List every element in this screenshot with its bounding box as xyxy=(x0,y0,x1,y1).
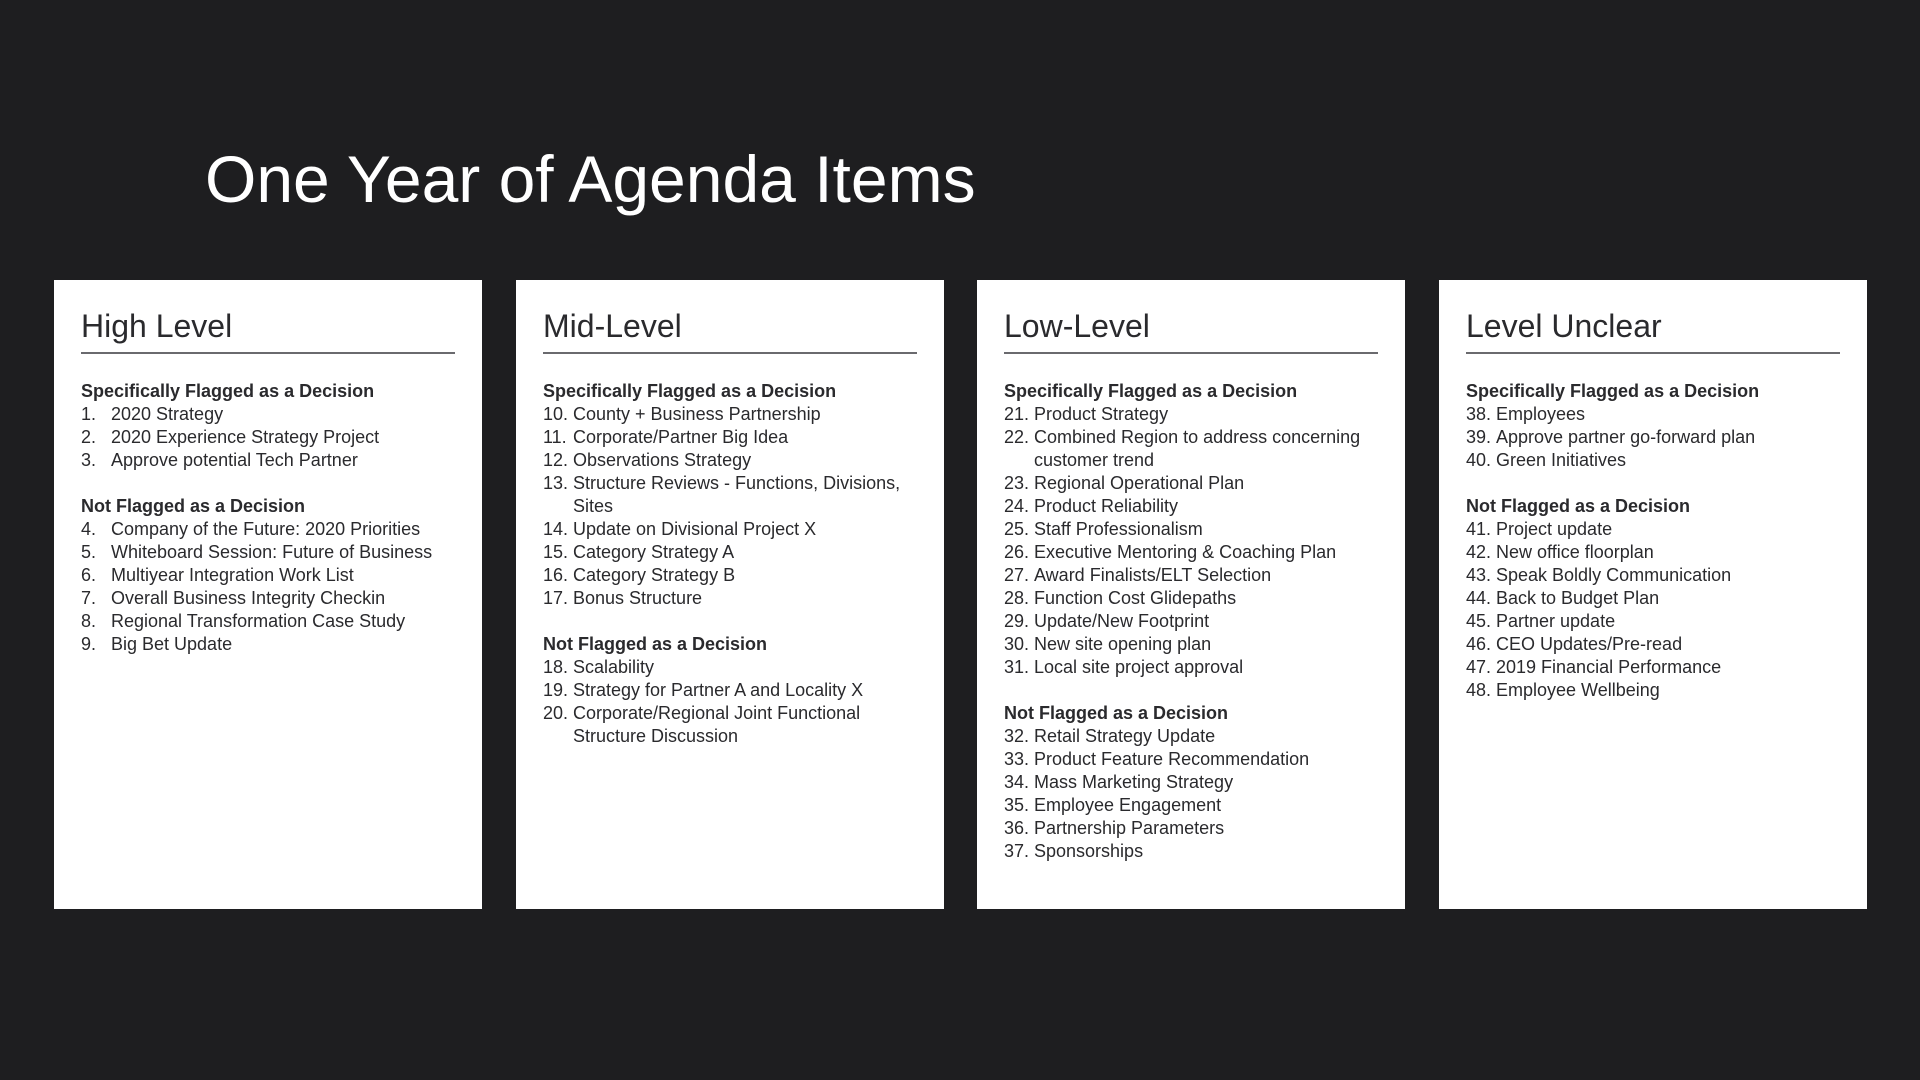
agenda-item xyxy=(1004,403,1378,426)
agenda-item xyxy=(81,449,455,472)
agenda-item-number: 21. xyxy=(1004,404,1030,424)
agenda-item-text: Corporate/Partner Big Idea xyxy=(573,427,789,447)
agenda-item xyxy=(1466,679,1840,702)
agenda-item-number: 2. xyxy=(81,427,97,447)
agenda-item-text: Big Bet Update xyxy=(111,634,233,654)
agenda-group xyxy=(543,380,917,610)
agenda-item xyxy=(81,518,455,541)
agenda-item-number: 22. xyxy=(1004,427,1030,447)
agenda-item-number: 20. xyxy=(543,703,569,723)
agenda-item-text: Award Finalists/ELT Selection xyxy=(1034,565,1272,585)
agenda-item-number: 5. xyxy=(81,542,97,562)
agenda-group xyxy=(1466,380,1840,472)
agenda-item xyxy=(1466,426,1840,449)
agenda-item-number: 41. xyxy=(1466,519,1492,539)
agenda-item-number: 28. xyxy=(1004,588,1030,608)
agenda-item xyxy=(1466,564,1840,587)
agenda-item-number: 1. xyxy=(81,404,97,424)
agenda-item xyxy=(81,610,455,633)
agenda-item xyxy=(1004,748,1378,771)
agenda-item-text: Retail Strategy Update xyxy=(1034,726,1216,746)
agenda-item-text: Scalability xyxy=(573,657,655,677)
agenda-item-number: 38. xyxy=(1466,404,1492,424)
agenda-item-number: 33. xyxy=(1004,749,1030,769)
agenda-item xyxy=(1466,518,1840,541)
agenda-item xyxy=(81,403,455,426)
agenda-item-text: Executive Mentoring & Coaching Plan xyxy=(1034,542,1337,562)
agenda-item xyxy=(81,426,455,449)
agenda-item xyxy=(543,541,917,564)
agenda-item-number: 13. xyxy=(543,473,569,493)
agenda-item-number: 37. xyxy=(1004,841,1030,861)
agenda-item-number: 3. xyxy=(81,450,97,470)
agenda-item xyxy=(1004,817,1378,840)
group-title: Specifically Flagged as a Decision xyxy=(1004,381,1298,401)
agenda-item-text: Combined Region to address concerning customer trend xyxy=(1034,427,1361,470)
group-title: Not Flagged as a Decision xyxy=(1004,703,1229,723)
agenda-item-text: Employee Wellbeing xyxy=(1496,680,1660,700)
agenda-item xyxy=(543,472,917,518)
agenda-group xyxy=(81,495,455,656)
agenda-item-number: 16. xyxy=(543,565,569,585)
agenda-item xyxy=(1466,610,1840,633)
group-title: Specifically Flagged as a Decision xyxy=(1466,381,1760,401)
group-title: Specifically Flagged as a Decision xyxy=(543,381,837,401)
agenda-item-number: 34. xyxy=(1004,772,1030,792)
column-card-mid-level xyxy=(516,280,944,909)
agenda-item-number: 48. xyxy=(1466,680,1492,700)
agenda-item-number: 46. xyxy=(1466,634,1492,654)
agenda-item xyxy=(1466,656,1840,679)
agenda-item-number: 4. xyxy=(81,519,97,539)
agenda-item xyxy=(543,587,917,610)
agenda-item-text: Whiteboard Session: Future of Business xyxy=(111,542,433,562)
agenda-item-text: Partner update xyxy=(1496,611,1616,631)
agenda-item-number: 44. xyxy=(1466,588,1492,608)
agenda-item-text: Sponsorships xyxy=(1034,841,1144,861)
group-title: Not Flagged as a Decision xyxy=(81,496,306,516)
agenda-item xyxy=(1004,518,1378,541)
agenda-item-number: 14. xyxy=(543,519,569,539)
agenda-item xyxy=(1004,564,1378,587)
agenda-item-number: 19. xyxy=(543,680,569,700)
agenda-item-number: 23. xyxy=(1004,473,1030,493)
agenda-item-text: Mass Marketing Strategy xyxy=(1034,772,1234,792)
agenda-item-text: County + Business Partnership xyxy=(573,404,821,424)
agenda-item xyxy=(81,564,455,587)
agenda-item xyxy=(1004,472,1378,495)
agenda-item-number: 32. xyxy=(1004,726,1030,746)
agenda-group xyxy=(1004,380,1378,679)
agenda-group xyxy=(1466,495,1840,702)
agenda-item xyxy=(543,679,917,702)
agenda-item xyxy=(1004,633,1378,656)
agenda-item-number: 35. xyxy=(1004,795,1030,815)
agenda-item-number: 42. xyxy=(1466,542,1492,562)
agenda-item xyxy=(1466,587,1840,610)
column-heading: Level Unclear xyxy=(1466,306,1840,354)
column-groups xyxy=(543,354,917,748)
column-card-high-level xyxy=(54,280,482,909)
agenda-item xyxy=(1004,656,1378,679)
agenda-item xyxy=(81,587,455,610)
agenda-item xyxy=(1004,794,1378,817)
group-title: Specifically Flagged as a Decision xyxy=(81,381,375,401)
agenda-item-text: 2020 Strategy xyxy=(111,404,224,424)
agenda-item-text: Approve partner go-forward plan xyxy=(1496,427,1756,447)
agenda-item-text: Approve potential Tech Partner xyxy=(111,450,358,470)
agenda-item-text: Project update xyxy=(1496,519,1613,539)
agenda-item xyxy=(543,564,917,587)
column-card-level-unclear xyxy=(1439,280,1867,909)
agenda-item-text: Regional Transformation Case Study xyxy=(111,611,406,631)
agenda-item-number: 26. xyxy=(1004,542,1030,562)
agenda-item-number: 6. xyxy=(81,565,97,585)
agenda-item xyxy=(1004,495,1378,518)
agenda-item-number: 24. xyxy=(1004,496,1030,516)
agenda-item-number: 9. xyxy=(81,634,97,654)
agenda-item xyxy=(543,518,917,541)
agenda-item xyxy=(543,426,917,449)
agenda-item xyxy=(81,633,455,656)
agenda-item-text: Category Strategy B xyxy=(573,565,736,585)
agenda-item-number: 12. xyxy=(543,450,569,470)
agenda-item-number: 7. xyxy=(81,588,97,608)
agenda-item xyxy=(1466,633,1840,656)
column-card-low-level xyxy=(977,280,1405,909)
agenda-item xyxy=(1004,725,1378,748)
agenda-item-number: 45. xyxy=(1466,611,1492,631)
agenda-item-text: Employee Engagement xyxy=(1034,795,1222,815)
agenda-item-number: 36. xyxy=(1004,818,1030,838)
agenda-group xyxy=(81,380,455,472)
agenda-item-text: Category Strategy A xyxy=(573,542,735,562)
agenda-item-text: Green Initiatives xyxy=(1496,450,1627,470)
agenda-item-number: 27. xyxy=(1004,565,1030,585)
agenda-item-text: Regional Operational Plan xyxy=(1034,473,1245,493)
column-heading: Mid-Level xyxy=(543,306,917,354)
agenda-item xyxy=(1466,449,1840,472)
agenda-item-number: 25. xyxy=(1004,519,1030,539)
column-heading: High Level xyxy=(81,306,455,354)
agenda-item-text: Product Reliability xyxy=(1034,496,1179,516)
agenda-item-number: 30. xyxy=(1004,634,1030,654)
column-groups xyxy=(81,354,455,656)
agenda-item-number: 29. xyxy=(1004,611,1030,631)
agenda-item-text: Bonus Structure xyxy=(573,588,703,608)
agenda-item-text: CEO Updates/Pre-read xyxy=(1496,634,1683,654)
agenda-item-text: Corporate/Regional Joint Functional Structure Discussion xyxy=(573,703,861,746)
agenda-item-number: 39. xyxy=(1466,427,1492,447)
agenda-item-number: 40. xyxy=(1466,450,1492,470)
agenda-item-text: Back to Budget Plan xyxy=(1496,588,1660,608)
agenda-item-text: 2020 Experience Strategy Project xyxy=(111,427,380,447)
agenda-item-number: 8. xyxy=(81,611,97,631)
agenda-item xyxy=(1004,587,1378,610)
agenda-item-text: Product Strategy xyxy=(1034,404,1169,424)
agenda-item-text: New office floorplan xyxy=(1496,542,1654,562)
agenda-item xyxy=(1004,840,1378,863)
agenda-item-number: 15. xyxy=(543,542,569,562)
column-groups xyxy=(1466,354,1840,702)
agenda-item-number: 43. xyxy=(1466,565,1492,585)
agenda-item xyxy=(1004,426,1378,472)
agenda-item-text: Employees xyxy=(1496,404,1586,424)
agenda-item-number: 11. xyxy=(543,427,567,447)
agenda-item-text: Strategy for Partner A and Locality X xyxy=(573,680,864,700)
agenda-item-number: 18. xyxy=(543,657,569,677)
agenda-item-text: Multiyear Integration Work List xyxy=(111,565,354,585)
agenda-item xyxy=(543,656,917,679)
agenda-item-text: Structure Reviews - Functions, Divisions, Sites xyxy=(573,473,901,516)
slide-title: One Year of Agenda Items xyxy=(205,142,976,216)
agenda-item-text: Partnership Parameters xyxy=(1034,818,1225,838)
agenda-item xyxy=(81,541,455,564)
agenda-item-number: 31. xyxy=(1004,657,1030,677)
agenda-item-text: Update on Divisional Project X xyxy=(573,519,817,539)
agenda-item-text: New site opening plan xyxy=(1034,634,1212,654)
agenda-item-text: Function Cost Glidepaths xyxy=(1034,588,1237,608)
agenda-item xyxy=(1004,771,1378,794)
agenda-item-text: Observations Strategy xyxy=(573,450,752,470)
agenda-item-text: Update/New Footprint xyxy=(1034,611,1210,631)
column-groups xyxy=(1004,354,1378,863)
agenda-item xyxy=(1004,610,1378,633)
agenda-item-number: 47. xyxy=(1466,657,1492,677)
agenda-item xyxy=(1466,403,1840,426)
column-heading: Low-Level xyxy=(1004,306,1378,354)
agenda-item-text: Staff Professionalism xyxy=(1034,519,1203,539)
agenda-item-text: Overall Business Integrity Checkin xyxy=(111,588,386,608)
agenda-item-number: 10. xyxy=(543,404,569,424)
agenda-item-text: 2019 Financial Performance xyxy=(1496,657,1722,677)
group-title: Not Flagged as a Decision xyxy=(543,634,768,654)
agenda-item-text: Product Feature Recommendation xyxy=(1034,749,1310,769)
agenda-item xyxy=(543,403,917,426)
agenda-group xyxy=(543,633,917,748)
agenda-item-text: Speak Boldly Communication xyxy=(1496,565,1732,585)
agenda-item xyxy=(1466,541,1840,564)
agenda-item xyxy=(543,449,917,472)
agenda-item-text: Company of the Future: 2020 Priorities xyxy=(111,519,421,539)
group-title: Not Flagged as a Decision xyxy=(1466,496,1691,516)
agenda-item xyxy=(543,702,917,748)
agenda-item-text: Local site project approval xyxy=(1034,657,1244,677)
agenda-group xyxy=(1004,702,1378,863)
agenda-item xyxy=(1004,541,1378,564)
agenda-item-number: 17. xyxy=(543,588,569,608)
